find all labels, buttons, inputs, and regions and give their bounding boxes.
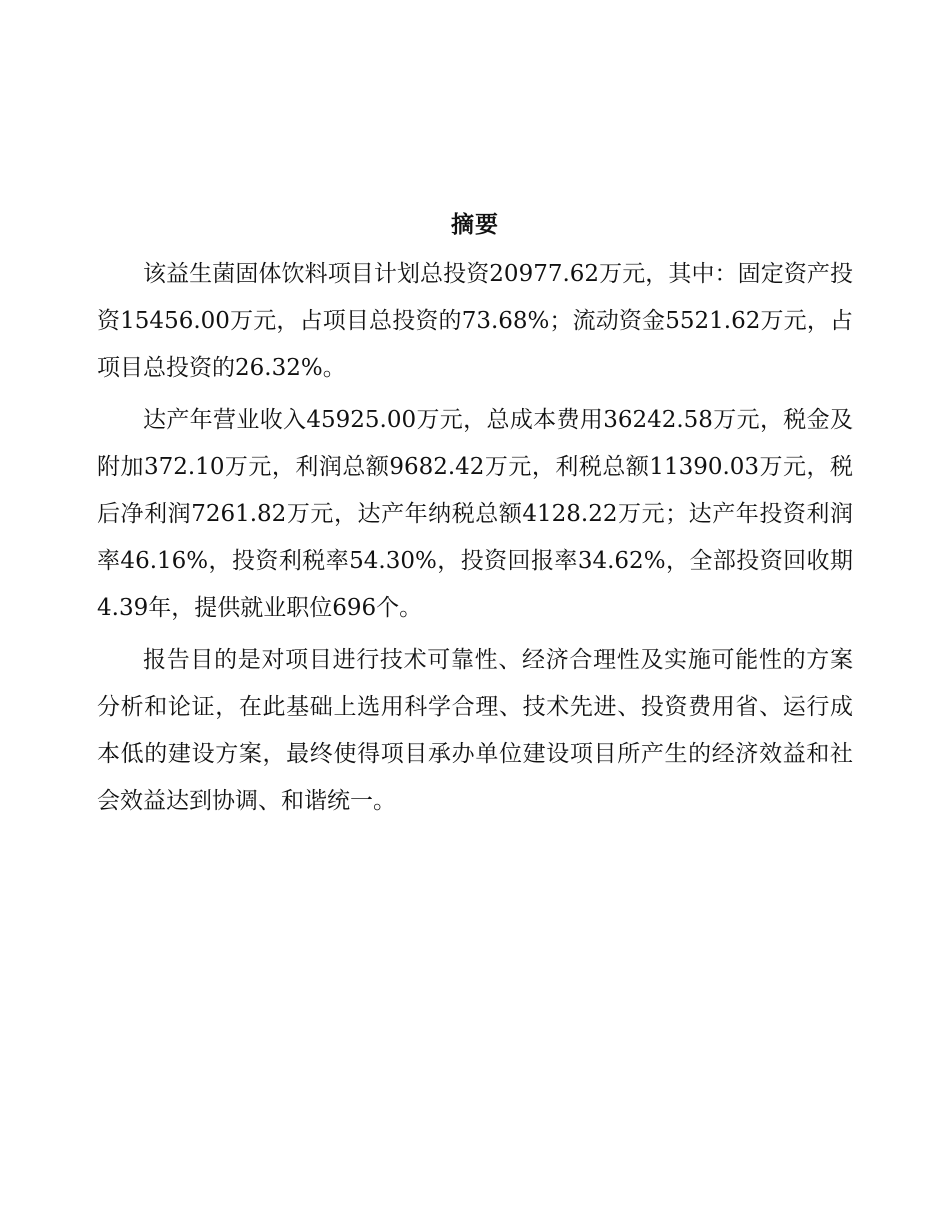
paragraph-investment: 该益生菌固体饮料项目计划总投资20977.62万元，其中：固定资产投资15456.00万元，占项目总投资的73.68%；流动资金5521.62万元，占项目总投资的26.32%。 [97,261,853,381]
page-title: 摘要 [451,212,499,238]
paragraph-purpose: 报告目的是对项目进行技术可靠性、经济合理性及实施可能性的方案分析和论证，在此基础上选用科学合理、技术先进、投资费用省、运行成本低的建设方案，最终使得项目承办单位建设项目所产生的经济效益和社会效益达到协调、和谐统一。 [97,647,853,814]
summary-body [97,251,853,830]
paragraph-financials: 达产年营业收入45925.00万元，总成本费用36242.58万元，税金及附加372.10万元，利润总额9682.42万元，利税总额11390.03万元，税后净利润7261.82万元，达产年纳税总额4128.22万元；达产年投资利润率46.16%，投资利税率54.30%，投资回报率34.62%，全部投资回收期4.39年，提供就业职位696个。 [97,407,853,621]
